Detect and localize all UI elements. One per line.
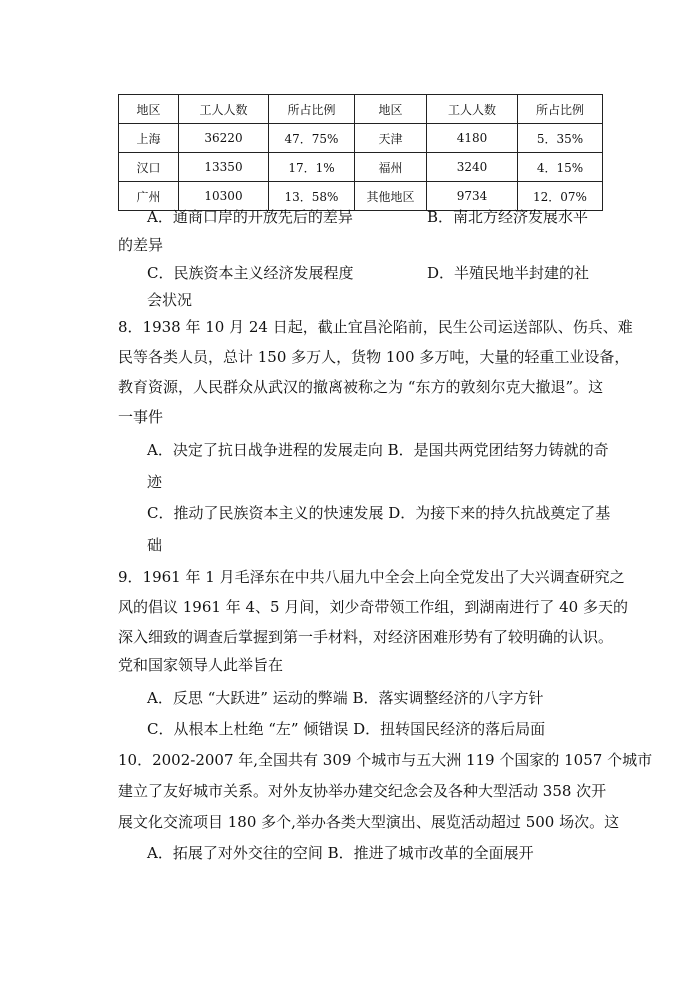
q8-options-ab: A．决定了抗日战争进程的发展走向 B．是国共两党团结努力铸就的奇 [147,441,609,459]
table-cell: 36220 [179,124,269,153]
table-cell: 汉口 [119,153,179,182]
table-cell: 4．15% [518,153,603,182]
table-header-cell: 所占比例 [518,95,603,124]
q10-stem-line: 展文化交流项目 180 多个,举办各类大型演出、展览活动超过 500 场次。这 [118,813,620,831]
q8-stem-line: 一事件 [118,408,164,426]
table-cell: 天津 [355,124,427,153]
q9-options-cd: C．从根本上杜绝 “左” 倾错误 D．扭转国民经济的落后局面 [147,720,546,738]
table-cell: 福州 [355,153,427,182]
q8-options-ab-continued: 迹 [147,473,163,491]
q8-stem-line: 民等各类人员，总计 150 多万人，货物 100 多万吨，大量的轻重工业设备， [118,348,630,366]
q7-option-d-continued: 会状况 [147,291,193,309]
table-cell: 5．35% [518,124,603,153]
table-cell: 上海 [119,124,179,153]
table-header-row [119,95,603,124]
table-header-cell: 工人人数 [427,95,518,124]
q7-option-b-continued: 的差异 [118,236,164,254]
q8-stem-line: 教育资源，人民群众从武汉的撤离被称之为 “东方的敦刻尔克大撤退”。这 [118,378,604,396]
table-cell: 10300 [179,182,269,211]
q8-options-cd: C．推动了民族资本主义的快速发展 D．为接下来的持久抗战奠定了基 [147,504,611,522]
table-header-cell: 地区 [119,95,179,124]
q9-stem-line: 党和国家领导人此举旨在 [118,656,284,674]
q10-stem-line: 10．2002-2007 年,全国共有 309 个城市与五大洲 119 个国家的 1057 个城市 [118,751,653,769]
q9-options-ab: A．反思 “大跃进” 运动的弊端 B．落实调整经济的八字方针 [147,689,544,707]
table-header-cell: 工人人数 [179,95,269,124]
q7-option-b: B．南北方经济发展水平 [427,208,589,226]
table-row [119,153,603,182]
q10-options-ab: A．拓展了对外交往的空间 B．推进了城市改革的全面展开 [147,844,534,862]
q9-stem-line: 9．1961 年 1 月毛泽东在中共八届九中全会上向全党发出了大兴调查研究之 [118,568,625,586]
q7-option-a: A．通商口岸的开放先后的差异 [147,208,353,226]
table-cell: 广州 [119,182,179,211]
q8-stem-line: 8．1938 年 10 月 24 日起，截止宜昌沦陷前，民生公司运送部队、伤兵、难 [118,318,633,336]
q10-stem-line: 建立了友好城市关系。对外友协举办建交纪念会及各种大型活动 358 次开 [118,782,607,800]
table-row [119,124,603,153]
table-cell: 47．75% [269,124,355,153]
q9-stem-line: 风的倡议 1961 年 4、5 月间，刘少奇带领工作组，到湖南进行了 40 多天的 [118,598,628,616]
table-header-cell: 所占比例 [269,95,355,124]
q8-options-cd-continued: 础 [147,536,163,554]
table-cell: 9734 [427,182,518,211]
table-cell: 13．58% [269,182,355,211]
q7-option-c: C．民族资本主义经济发展程度 [147,264,354,282]
q7-option-d: D．半殖民地半封建的社 [427,264,590,282]
q9-stem-line: 深入细致的调查后掌握到第一手材料，对经济困难形势有了较明确的认识。 [118,628,614,646]
table-cell: 17．1% [269,153,355,182]
table-cell: 12．07% [518,182,603,211]
table-cell: 3240 [427,153,518,182]
table-cell: 4180 [427,124,518,153]
worker-distribution-table [118,94,603,211]
table-header-cell: 地区 [355,95,427,124]
table-cell: 其他地区 [355,182,427,211]
table-cell: 13350 [179,153,269,182]
